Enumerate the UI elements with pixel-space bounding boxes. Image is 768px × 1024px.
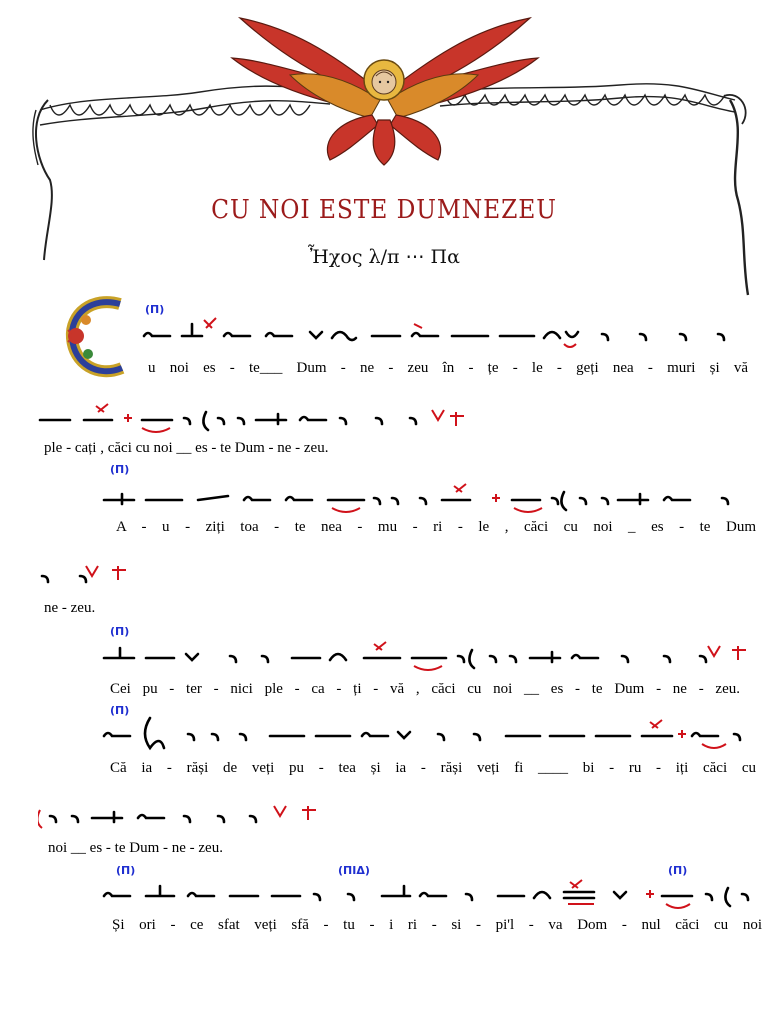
lyric-line: Și ori - ce sfat veți sfă - tu - i ri - si - pi'l - va Dom - nul căci cu noi — [112, 917, 762, 933]
lyric-line: ple - cați , căci cu noi __ es - te Dum - ne - zeu. — [44, 440, 329, 456]
lyric-line: u noi es - te___ Dum - ne - zeu în - țe - le - geți nea - muri și vă — [148, 360, 748, 376]
lyric-line: noi __ es - te Dum - ne - zeu. — [48, 840, 223, 856]
lyric-line: A - u - ziți toa - te nea - mu - ri - le , căci cu noi _ es - te Dum — [116, 519, 756, 535]
martyria-sign: (П) — [110, 625, 130, 638]
neume-row — [102, 478, 742, 518]
neume-row — [102, 636, 754, 676]
lyric-line: ne - zeu. — [44, 600, 96, 616]
neume-row — [38, 556, 148, 596]
neume-row — [38, 398, 478, 438]
echos-mode-signature: Ἦχος λ/π ⋯ Πα — [308, 246, 460, 268]
martyria-sign: (П) — [145, 303, 165, 316]
left-ornament-band — [33, 86, 330, 260]
initial-c-icon — [62, 290, 142, 382]
page-title: CU NOI ESTE DUMNEZEU — [211, 195, 557, 225]
lyric-line: Cei pu - ter - nici ple - ca - ți - vă , căci cu noi __ es - te Dum - ne - zeu. — [110, 681, 740, 697]
neume-row — [102, 714, 752, 754]
neume-row — [140, 314, 740, 354]
lyric-line: Că ia - răși de veți pu - tea și ia - răși veți fi ____ bi - ru - iți căci cu — [110, 760, 756, 776]
martyria-sign: (П) — [110, 704, 130, 717]
neume-row — [38, 796, 338, 836]
martyria-sign: (П) — [116, 864, 136, 877]
martyria-sign: (П) — [668, 864, 688, 877]
seraphim-icon — [232, 18, 538, 165]
neume-row — [102, 874, 758, 914]
martyria-sign: (ПIΔ) — [338, 864, 370, 877]
martyria-sign: (П) — [110, 463, 130, 476]
